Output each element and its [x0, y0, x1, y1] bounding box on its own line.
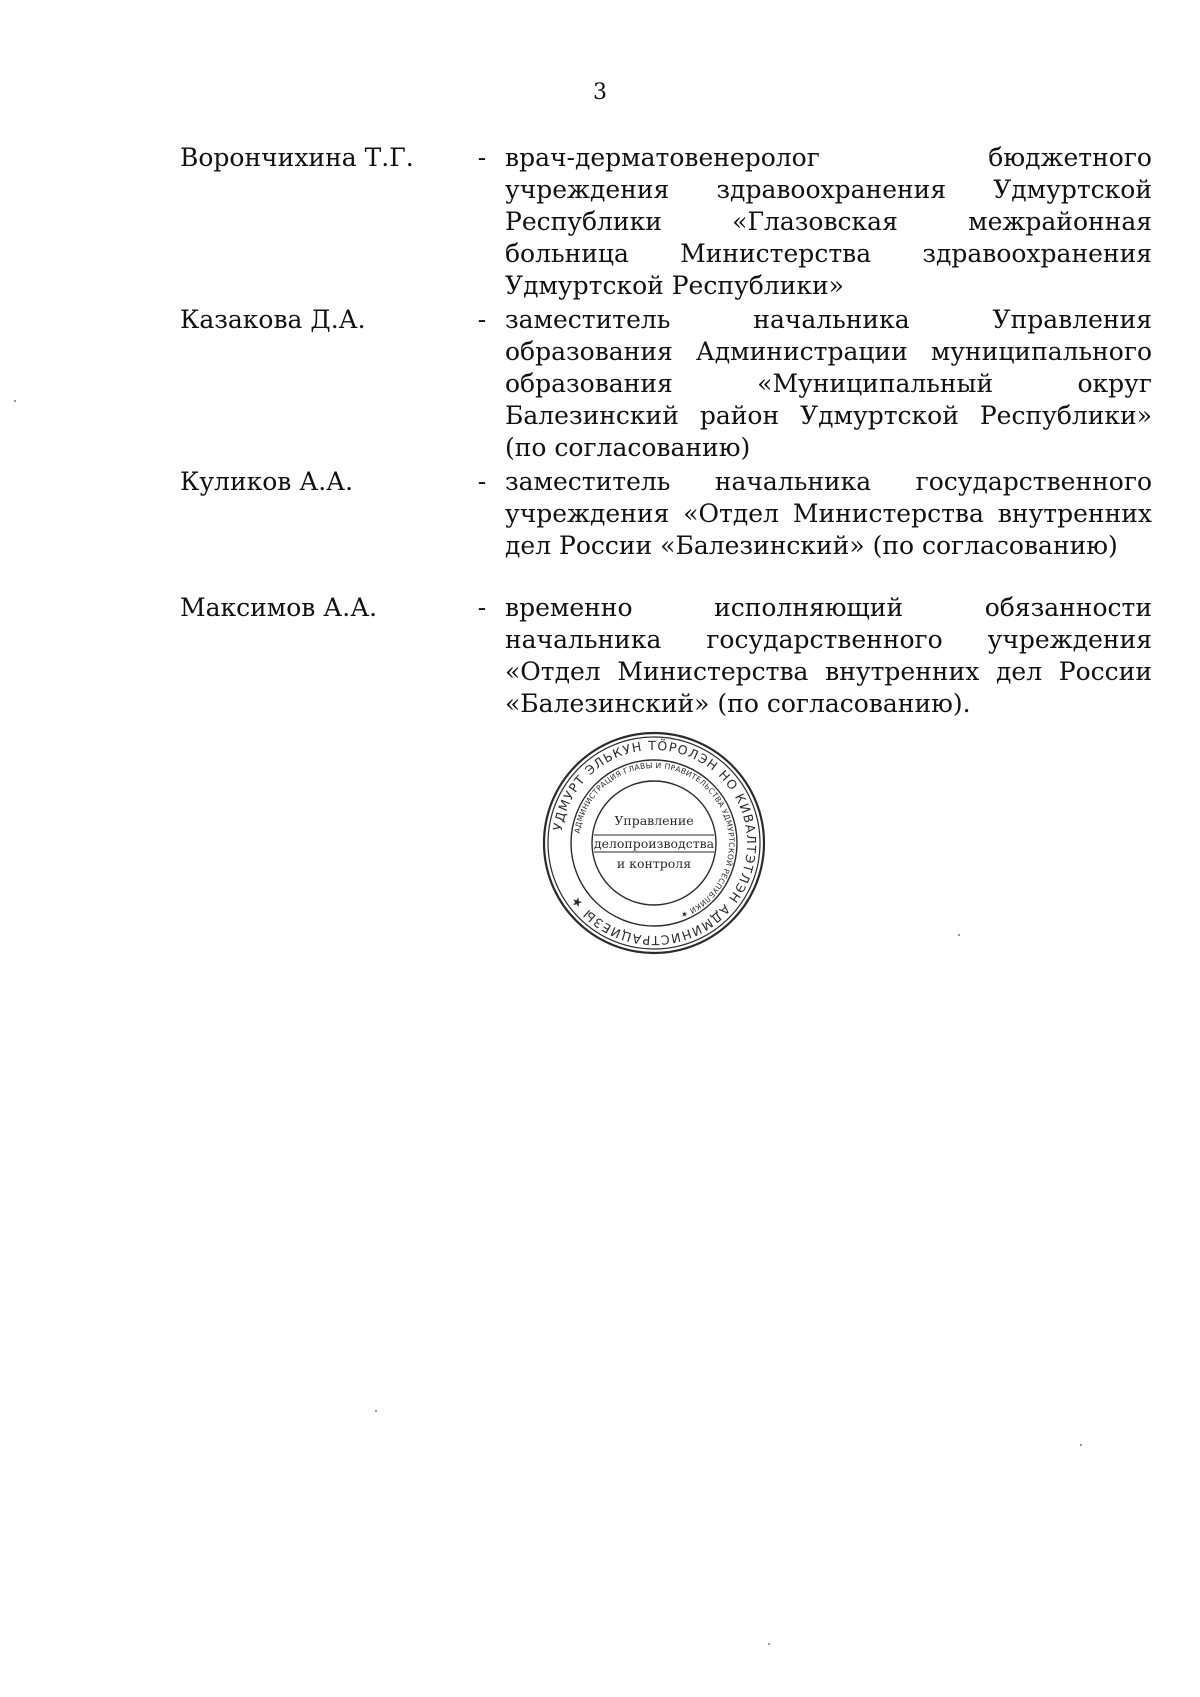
scan-speck: [1080, 1444, 1082, 1446]
member-name: Максимов А.А.: [180, 593, 378, 622]
scan-speck: [768, 1643, 770, 1645]
seal-center-line-1: Управление: [614, 813, 694, 828]
member-position: временно исполняющий обязанности начальника государственного учреждения «Отдел Министерства внутренних дел России «Балезинский» (по согласованию).: [505, 593, 1152, 718]
member-name: Куликов А.А.: [180, 467, 354, 496]
scan-speck: [375, 1410, 377, 1412]
seal-center-line-3: и контроля: [616, 856, 692, 871]
scan-speck: [958, 934, 960, 936]
official-seal-stamp: [541, 730, 767, 956]
page-number: 3: [593, 80, 607, 105]
member-name: Ворончихина Т.Г.: [180, 143, 414, 172]
scan-speck: [14, 400, 16, 402]
member-dash: -: [477, 143, 487, 172]
member-position: врач-дерматовенеролог бюджетного учреждения здравоохранения Удмуртской Республики «Глазовская межрайонная больница Министерства здравоохранения Удмуртской Республики»: [505, 143, 1152, 300]
member-name: Казакова Д.А.: [180, 305, 366, 334]
member-dash: -: [477, 305, 487, 334]
member-position: заместитель начальника государственного учреждения «Отдел Министерства внутренних дел России «Балезинский» (по согласованию): [505, 467, 1152, 560]
member-dash: -: [477, 467, 487, 496]
seal-center-line-2: делопроизводства: [593, 836, 715, 851]
member-dash: -: [477, 593, 487, 622]
seal-inner-ring-text: АДМИНИСТРАЦИЯ ГЛАВЫ И ПРАВИТЕЛЬСТВА УДМУРТСКОЙ РЕСПУБЛИКИ ★: [572, 760, 737, 920]
member-position: заместитель начальника Управления образования Администрации муниципального образования «Муниципальный округ Балезинский район Удмуртской Республики» (по согласованию): [505, 305, 1152, 462]
seal-outer-ring-text: УДМУРТ ЭЛЬКУН ТӦРОЛЭН НО КИВАЛТЭТЛЭН АДМИНИСТРАЦИЕЗЫ ★: [549, 737, 760, 949]
